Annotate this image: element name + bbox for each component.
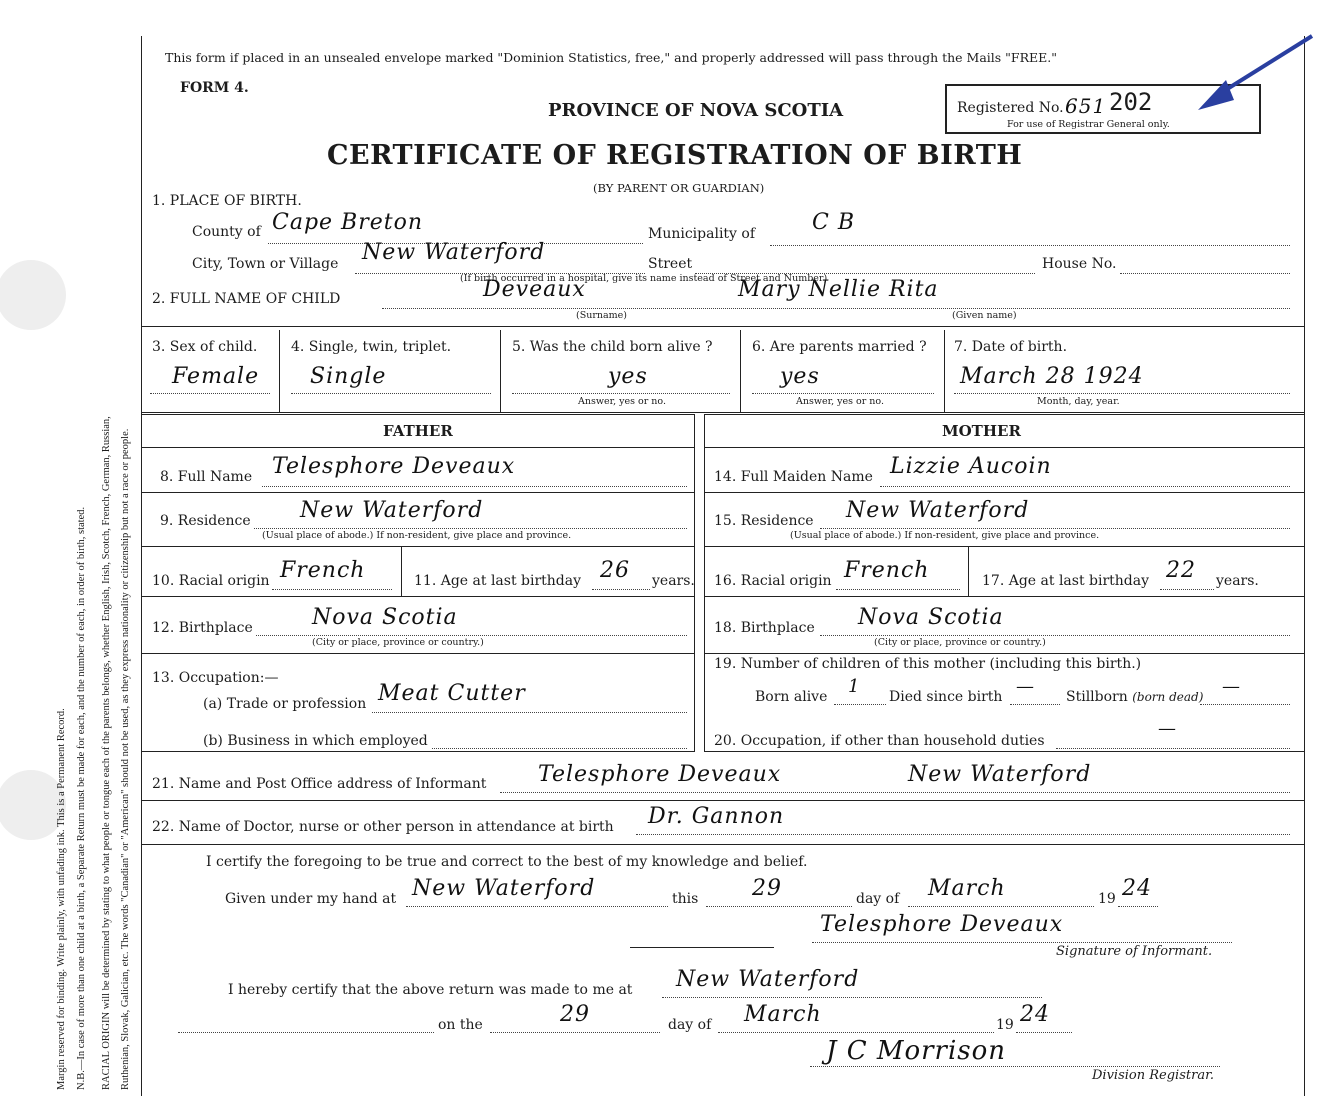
cert-month-line: [908, 906, 1094, 907]
child-name-label: 2. FULL NAME OF CHILD: [152, 291, 341, 307]
informant-signature-line: [812, 942, 1232, 943]
margin-note-2: N.B.—In case of more than one child at a birth, a Separate Return must be made for each, and the number of each, in order of birth, stated.: [76, 506, 87, 1090]
place-of-birth-heading: 1. PLACE OF BIRTH.: [152, 193, 302, 209]
this-label: this: [672, 891, 699, 907]
registrar-note: For use of Registrar General only.: [1007, 119, 1170, 130]
margin-note-4: Ruthenian, Slovak, Galician, etc. The words "Canadian" or "American" should not be used, as they express nationality or citizenship but not a race or people.: [120, 428, 131, 1090]
stillborn-line: [1200, 704, 1290, 705]
father-age-label: 11. Age at last birthday: [414, 573, 582, 589]
father-birthplace-caption: (City or place, province or country.): [312, 637, 484, 648]
cert-year-value: 24: [1122, 876, 1152, 901]
rule-after-name: [142, 326, 1304, 327]
alive-value: yes: [608, 364, 648, 389]
married-value: yes: [780, 364, 820, 389]
died-line: [1010, 704, 1060, 705]
registered-number: 202: [1109, 88, 1153, 116]
county-value: Cape Breton: [272, 210, 424, 235]
alive-caption: Answer, yes or no.: [578, 396, 667, 407]
father-business-label: (b) Business in which employed: [203, 733, 428, 749]
registrar-signature: J C Morrison: [826, 1036, 1007, 1066]
died-value: —: [1016, 676, 1035, 697]
binding-hole-top: [0, 260, 66, 330]
informant-address-value: New Waterford: [908, 762, 1092, 787]
father-rule-2: [142, 546, 694, 547]
cert-year-line: [1118, 906, 1158, 907]
house-label: House No.: [1042, 256, 1117, 272]
given-place-line: [406, 906, 668, 907]
father-birthplace-value: Nova Scotia: [312, 605, 458, 630]
rule-after-row3: [142, 412, 1304, 413]
mother-age-value: 22: [1166, 558, 1196, 583]
given-caption: (Given name): [952, 310, 1017, 321]
divider-4-5: [500, 330, 501, 412]
registrar-signature-caption: Division Registrar.: [1092, 1068, 1214, 1083]
father-residence-line: [254, 528, 687, 529]
registrar-month-line: [718, 1032, 994, 1033]
dob-line: [954, 393, 1290, 394]
father-name-line: [262, 486, 687, 487]
father-residence-label: 9. Residence: [160, 513, 251, 529]
sex-line: [150, 393, 270, 394]
single-value: Single: [310, 364, 387, 389]
divider-3-4: [279, 330, 280, 412]
mother-occupation-line: [1056, 748, 1290, 749]
doctor-line: [636, 834, 1290, 835]
father-trade-line: [372, 712, 687, 713]
married-label: 6. Are parents married ?: [752, 339, 927, 355]
informant-line: [500, 792, 1290, 793]
doctor-label: 22. Name of Doctor, nurse or other person in attendance at birth: [152, 819, 614, 835]
surname-caption: (Surname): [576, 310, 627, 321]
father-business-line: [432, 748, 687, 749]
father-trade-value: Meat Cutter: [378, 681, 526, 706]
father-residence-caption: (Usual place of abode.) If non-resident, give place and province.: [262, 530, 572, 541]
municipality-line: [770, 245, 1290, 246]
mother-years: years.: [1216, 573, 1259, 589]
registrar-place-line: [662, 997, 1042, 998]
mother-birthplace-label: 18. Birthplace: [714, 620, 815, 636]
municipality-label: Municipality of: [648, 226, 756, 242]
born-alive-label: Born alive: [755, 689, 828, 705]
father-racial-line: [272, 589, 392, 590]
mother-children-label: 19. Number of children of this mother (including this birth.): [714, 656, 1142, 672]
rule-after-doctor: [142, 844, 1304, 845]
alive-line: [512, 393, 730, 394]
father-rule-4: [142, 653, 694, 654]
informant-label: 21. Name and Post Office address of Informant: [152, 776, 487, 792]
stillborn-text: Stillborn: [1066, 689, 1128, 705]
cert-day-line: [706, 906, 852, 907]
sex-value: Female: [172, 364, 260, 389]
father-years: years.: [652, 573, 695, 589]
short-rule: [630, 947, 774, 948]
mother-age-label: 17. Age at last birthday: [982, 573, 1150, 589]
mother-birthplace-value: Nova Scotia: [858, 605, 1004, 630]
born-alive-line: [834, 704, 886, 705]
father-name-label: 8. Full Name: [160, 469, 253, 485]
rule-after-informant: [142, 800, 1304, 801]
stillborn-value: —: [1222, 676, 1241, 697]
mother-rule-2: [704, 546, 1304, 547]
registrar-prefix-line: [178, 1032, 434, 1033]
died-label: Died since birth: [889, 689, 1003, 705]
registrar-statement: I hereby certify that the above return was made to me at: [228, 982, 633, 998]
mother-name-label: 14. Full Maiden Name: [714, 469, 873, 485]
mother-heading-rule: [704, 447, 1304, 448]
stillborn-note: (born dead): [1132, 690, 1204, 704]
father-occupation-label: 13. Occupation:—: [152, 670, 279, 686]
registrar-year-prefix: 19: [996, 1017, 1014, 1033]
certification-statement: I certify the foregoing to be true and correct to the best of my knowledge and belief.: [206, 854, 808, 870]
married-line: [752, 393, 934, 394]
dob-caption: Month, day, year.: [1037, 396, 1120, 407]
father-heading: FATHER: [383, 422, 453, 440]
father-racial-value: French: [280, 558, 366, 583]
father-racial-label: 10. Racial origin: [152, 573, 270, 589]
registrar-month-value: March: [744, 1002, 822, 1027]
divider-5-6: [740, 330, 741, 412]
alive-label: 5. Was the child born alive ?: [512, 339, 713, 355]
given-place-value: New Waterford: [412, 876, 596, 901]
registrar-year-value: 24: [1020, 1002, 1050, 1027]
mother-residence-line: [820, 528, 1290, 529]
mother-name-line: [880, 486, 1290, 487]
born-alive-value: 1: [848, 676, 861, 697]
father-birthplace-line: [256, 635, 687, 636]
blue-arrow-mark: [1186, 30, 1316, 122]
mother-rule-1: [704, 492, 1304, 493]
father-racial-divider: [401, 546, 402, 596]
certificate-subtitle: (BY PARENT OR GUARDIAN): [593, 181, 765, 195]
married-caption: Answer, yes or no.: [796, 396, 885, 407]
mother-residence-caption: (Usual place of abode.) If non-resident, give place and province.: [790, 530, 1100, 541]
mother-occupation-value: —: [1158, 718, 1177, 739]
cert-year-prefix: 19: [1098, 891, 1116, 907]
child-name-line: [382, 308, 1290, 309]
dob-label: 7. Date of birth.: [954, 339, 1068, 355]
cert-day-of-label: day of: [856, 891, 900, 907]
county-label: County of: [192, 224, 261, 240]
mother-residence-label: 15. Residence: [714, 513, 814, 529]
certificate-title: CERTIFICATE OF REGISTRATION OF BIRTH: [327, 140, 1023, 171]
registered-label: Registered No.: [957, 100, 1064, 116]
single-label: 4. Single, twin, triplet.: [291, 339, 452, 355]
city-label: City, Town or Village: [192, 256, 339, 272]
street-label: Street: [648, 256, 693, 272]
mother-residence-value: New Waterford: [846, 498, 1030, 523]
house-line: [1120, 273, 1290, 274]
mail-notice: This form if placed in an unsealed envelope marked "Dominion Statistics, free," and properly addressed will pass through the Mails "FREE.": [165, 50, 1057, 65]
margin-note-1: Margin reserved for binding. Write plainly, with unfading ink. This is a Permanent Record.: [56, 708, 67, 1090]
dob-value: March 28 1924: [960, 364, 1144, 389]
mother-racial-label: 16. Racial origin: [714, 573, 832, 589]
mother-name-value: Lizzie Aucoin: [890, 454, 1052, 479]
mother-birthplace-caption: (City or place, province or country.): [874, 637, 1046, 648]
father-age-value: 26: [600, 558, 630, 583]
father-age-line: [592, 589, 650, 590]
registered-prefix: 651: [1065, 94, 1107, 118]
registrar-day-of-label: day of: [668, 1017, 712, 1033]
on-the-label: on the: [438, 1017, 483, 1033]
city-value: New Waterford: [362, 240, 546, 265]
child-given-value: Mary Nellie Rita: [738, 277, 939, 302]
province-heading: PROVINCE OF NOVA SCOTIA: [548, 100, 844, 121]
registrar-day-line: [490, 1032, 660, 1033]
cert-month-value: March: [928, 876, 1006, 901]
sex-label: 3. Sex of child.: [152, 339, 258, 355]
father-rule-1: [142, 492, 694, 493]
father-residence-value: New Waterford: [300, 498, 484, 523]
cert-day-value: 29: [752, 876, 782, 901]
mother-age-line: [1160, 589, 1214, 590]
doctor-value: Dr. Gannon: [648, 804, 785, 829]
father-trade-label: (a) Trade or profession: [203, 696, 367, 712]
hospital-note: (If birth occurred in a hospital, give its name instead of Street and Number): [460, 273, 828, 284]
mother-rule-3: [704, 596, 1304, 597]
registrar-day-value: 29: [560, 1002, 590, 1027]
father-heading-rule: [142, 447, 694, 448]
mother-heading: MOTHER: [942, 422, 1021, 440]
mother-occupation-label: 20. Occupation, if other than household duties: [714, 733, 1045, 749]
child-surname-value: Deveaux: [483, 277, 586, 302]
informant-signature: Telesphore Deveaux: [820, 912, 1064, 937]
informant-name-value: Telesphore Deveaux: [538, 762, 782, 787]
municipality-value: C B: [812, 210, 855, 235]
divider-6-7: [944, 330, 945, 412]
form-number: FORM 4.: [180, 80, 249, 96]
single-line: [291, 393, 491, 394]
mother-rule-4: [704, 653, 1304, 654]
stillborn-label: [1066, 689, 1203, 705]
father-birthplace-label: 12. Birthplace: [152, 620, 253, 636]
margin-note-3: RACIAL ORIGIN will be determined by stating to what people or tongue each of the parents belongs, whether English, Irish, Scotch, French, German, Russian,: [101, 416, 112, 1090]
registrar-signature-line: [810, 1066, 1220, 1067]
registrar-year-line: [1016, 1032, 1072, 1033]
given-label: Given under my hand at: [225, 891, 397, 907]
mother-racial-divider: [968, 546, 969, 596]
father-name-value: Telesphore Deveaux: [272, 454, 516, 479]
mother-racial-value: French: [844, 558, 930, 583]
mother-birthplace-line: [820, 635, 1290, 636]
informant-signature-caption: Signature of Informant.: [1056, 944, 1213, 959]
father-rule-3: [142, 596, 694, 597]
registrar-place-value: New Waterford: [676, 967, 860, 992]
mother-racial-line: [836, 589, 960, 590]
